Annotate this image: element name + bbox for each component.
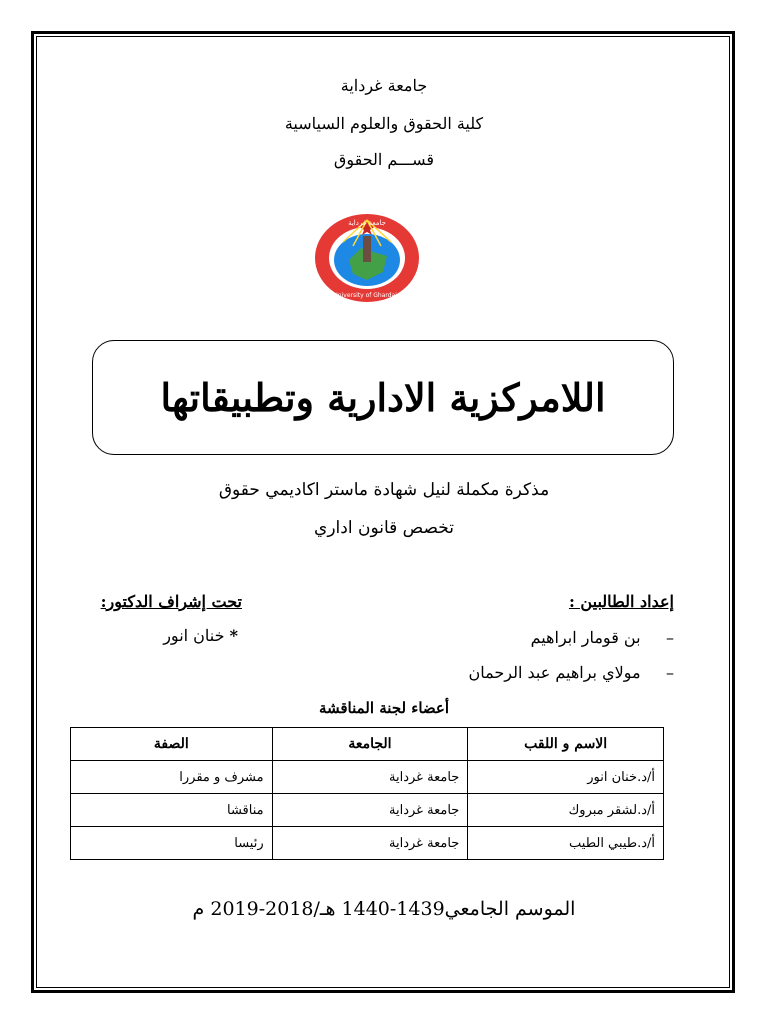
jury-member-name: أ/د.خنان انور [468,761,664,794]
column-header: الاسم و اللقب [468,728,664,761]
student-bullet: – [666,628,674,647]
table-row [71,761,664,794]
student-name: بن قومار ابراهيم [530,628,641,647]
title-box [92,340,674,455]
jury-member-name: أ/د.لشقر مبروك [468,794,664,827]
university-name: جامعة غرداية [340,76,428,95]
jury-member-role: رئيسا [71,827,273,860]
column-header: الجامعة [272,728,468,761]
logo-top-text: جامعة غرداية [348,219,386,227]
student-item [468,663,674,682]
jury-member-role: مشرف و مقررا [71,761,273,794]
table-row [71,794,664,827]
supervisor-item [163,626,238,645]
university-logo [313,212,421,304]
student-item [531,628,674,647]
jury-member-role: مناقشا [71,794,273,827]
supervisor-bullet: * [229,626,238,645]
jury-member-university: جامعة غرداية [272,827,468,860]
supervisor-name: خنان انور [163,626,225,645]
students-label: إعداد الطالبين : [568,592,674,611]
column-header: الصفة [71,728,273,761]
student-name: مولاي براهيم عبد الرحمان [468,663,641,682]
academic-season: الموسم الجامعي1439-1440 هـ/2018-2019 م [192,898,576,920]
student-bullet: – [666,663,674,682]
jury-member-name: أ/د.طيبي الطيب [468,827,664,860]
supervisor-label: تحت إشراف الدكتور: [100,592,242,611]
department-name: قســـم الحقوق [333,150,435,169]
logo-bottom-text: University of Ghardaia [333,292,401,299]
jury-table [70,727,664,860]
jury-member-university: جامعة غرداية [272,761,468,794]
jury-header-row [71,728,664,761]
jury-member-university: جامعة غرداية [272,794,468,827]
subtitle-line-1: مذكرة مكملة لنيل شهادة ماستر اكاديمي حقوق [218,480,550,500]
thesis-title: اللامركزية الادارية وتطبيقاتها [160,375,606,420]
subtitle-line-2: تخصص قانون اداري [314,518,454,538]
table-row [71,827,664,860]
jury-caption: أعضاء لجنة المناقشة [318,699,450,717]
faculty-name: كلية الحقوق والعلوم السياسية [284,114,484,133]
